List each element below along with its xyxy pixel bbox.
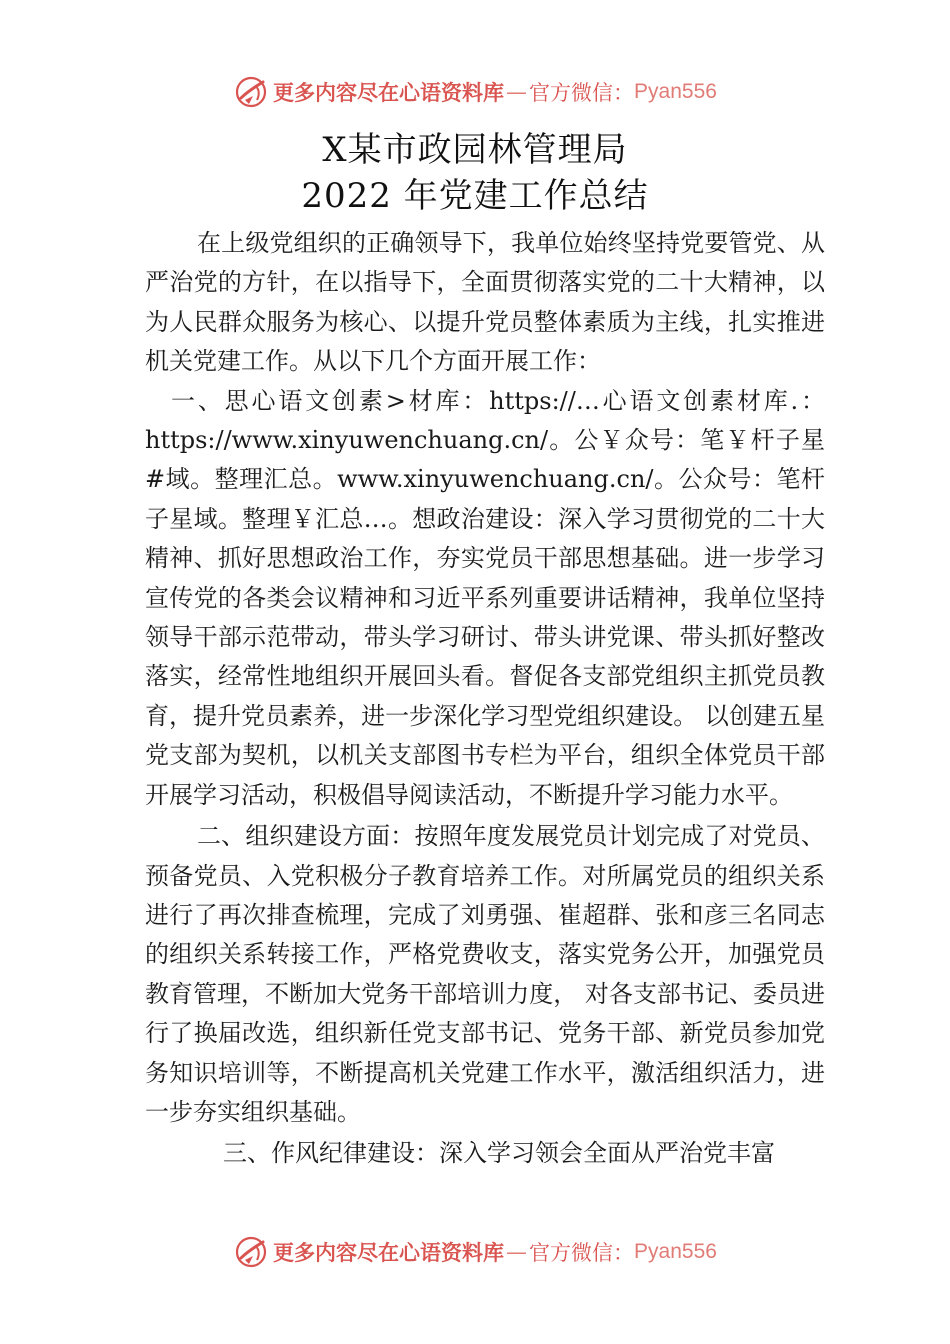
watermark-banner-top (0, 70, 950, 114)
watermark-dash: — (506, 80, 528, 104)
watermark-wechat-label: 官方微信： (529, 81, 635, 105)
watermark-banner-bottom (0, 1230, 950, 1274)
paragraph-section-2: 二、组织建设方面：按照年度发展党员计划完成了对党员、预备党员、入党积极分子教育培养工作。对所属党员的组织关系进行了再次排查梳理，完成了刘勇强、崔超群、张和彦三名同志的组织关系转接工作，严格党费收支，落实党务公开，加强党员教育管理，不断加大党务干部培训力度， 对各支部书记、委员进行了换届改选，组织新任党支部书记、党务干部、新党员参加党务知识培训等，不断提高机关党建工作水平，激活组织活力，进一步夯实组织基础。 (145, 822, 825, 1126)
watermark-wechat-label: 官方微信： (529, 1241, 635, 1265)
writing-hand-logo-icon (233, 74, 269, 110)
watermark-brand: 更多内容尽在心语资料库 (273, 1241, 505, 1265)
paragraph-section-3: 三、作风纪律建设：深入学习领会全面从严治党丰富 (223, 1139, 775, 1168)
watermark-dash: — (506, 1240, 528, 1264)
watermark-wechat-id: Pyan556 (634, 1240, 717, 1263)
writing-hand-logo-icon (233, 1234, 269, 1270)
paragraph-section-1: 一、思心语文创素>材库：https://…心语文创素材库.：https://www.xinyuwenchuang.cn/。公￥众号：笔￥杆子星#域。整理汇总。www.xinyuwenchuang.cn/。公众号：笔杆子星域。整理￥汇总…。想政治建设：深入学习贯彻党的二十大精神、抓好思想政治工作，夯实党员干部思想基础。进一步学习宣传党的各类会议精神和习近平系列重要讲话精神，我单位坚持领导干部示范带动，带头学习研讨、带头讲党课、带头抓好整改落实，经常性地组织开展回头看。督促各支部党组织主抓党员教育，提升党员素养，进一步深化学习型党组织建设。 以创建五星党支部为契机，以机关支部图书专栏为平台，组织全体党员干部开展学习活动，积极倡导阅读活动，不断提升学习能力水平。 (145, 386, 825, 809)
document-title-line1: X某市政园林管理局 (322, 130, 628, 170)
paragraph-intro: 在上级党组织的正确领导下，我单位始终坚持党要管党、从严治党的方针，在以指导下，全面贯彻落实党的二十大精神，以为人民群众服务为核心、以提升党员整体素质为主线，扎实推进机关党建工作。从以下几个方面开展工作： (145, 229, 825, 376)
watermark-wechat-id: Pyan556 (634, 80, 717, 103)
document-body (145, 224, 825, 1174)
document-title-line2: 2022 年党建工作总结 (301, 176, 649, 216)
watermark-brand: 更多内容尽在心语资料库 (273, 81, 505, 105)
